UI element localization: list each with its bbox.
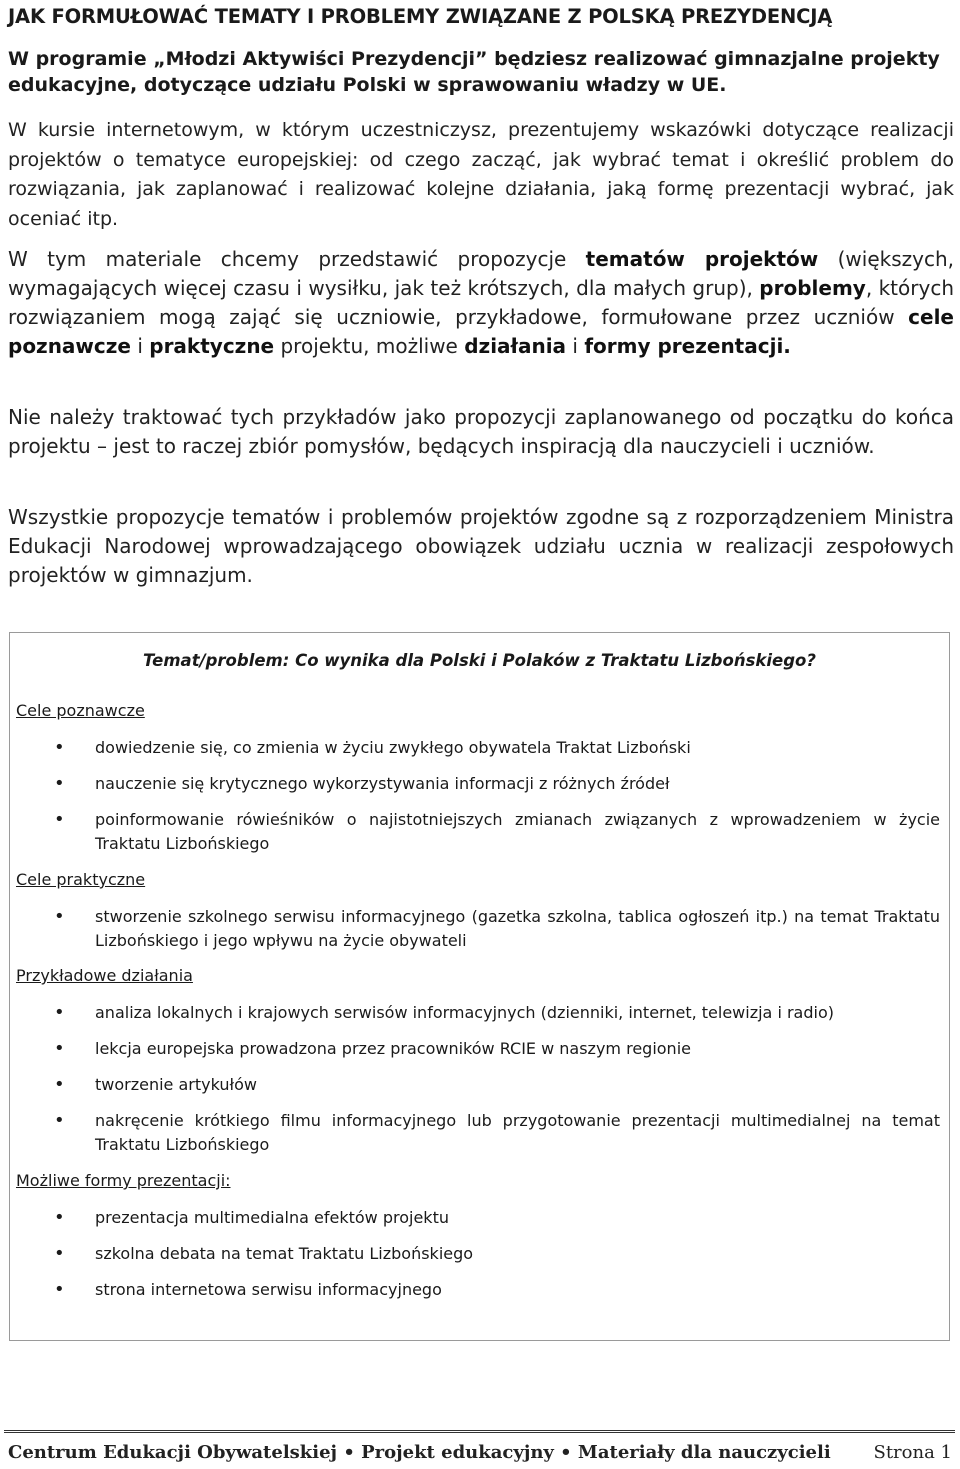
page-title: JAK FORMUŁOWAĆ TEMATY I PROBLEMY ZWIĄZANE Z POLSKĄ PREZYDENCJĄ — [8, 5, 833, 28]
list-item-text: szkolna debata na temat Traktatu Lizbońskiego — [95, 1244, 474, 1263]
intro-text: W programie „Młodzi Aktywiści Prezydencji” będziesz realizować gimnazjalne projekty edukacyjne, dotyczące udziału Polski w sprawowaniu władzy w UE. — [8, 48, 940, 96]
bullet-icon: • — [54, 1110, 65, 1131]
bullet-icon: • — [54, 809, 65, 830]
bold-run: tematów projektów — [585, 247, 819, 271]
bold-run: działania — [464, 334, 567, 358]
topic-box — [9, 632, 950, 1341]
list-item-text: dowiedzenie się, co zmienia w życiu zwykłego obywatela Traktat Lizboński — [95, 738, 691, 757]
list-item — [10, 1001, 940, 1025]
list-item-text: poinformowanie rówieśników o najistotniejszych zmianach związanych z wprowadzeniem w życie Traktatu Lizbońskiego — [95, 810, 940, 853]
bullet-icon: • — [54, 737, 65, 758]
page-number: Strona 1 — [873, 1442, 952, 1463]
list-item — [10, 772, 940, 796]
bold-run: problemy — [759, 276, 866, 300]
text-run: projektu, możliwe — [274, 334, 465, 358]
paragraph-regulation: Wszystkie propozycje tematów i problemów projektów zgodne są z rozporządzeniem Ministra Edukacji Narodowej wprowadzającego obowiązek udziału ucznia w realizacji zespołowych projektów w gimnazjum. — [8, 505, 954, 587]
list-item — [10, 1073, 940, 1097]
bullet-icon: • — [54, 773, 65, 794]
bullet-list-activities — [10, 1001, 940, 1169]
list-item — [10, 808, 940, 856]
footer — [8, 1438, 954, 1468]
section-label-practical: Cele praktyczne — [16, 870, 146, 889]
text-run: W tym materiale chcemy przedstawić propozycje — [8, 247, 586, 271]
list-item — [10, 1278, 940, 1302]
list-item-text: prezentacja multimedialna efektów projektu — [95, 1208, 449, 1227]
section-label-cognitive: Cele poznawcze — [16, 701, 145, 720]
bullet-icon: • — [54, 906, 65, 927]
list-item — [10, 1037, 940, 1061]
list-item — [10, 905, 940, 953]
bullet-list-presentation — [10, 1206, 940, 1314]
text-run: (większych, wymagających więcej czasu i wysiłku, jak też krótszych, dla małych grup), — [8, 247, 954, 300]
list-item-text: strona internetowa serwisu informacyjnego — [95, 1280, 442, 1299]
list-item-text: nauczenie się krytycznego wykorzystywania informacji z różnych źródeł — [95, 774, 670, 793]
text-run: , których rozwiązaniem mogą zająć się uczniowie, przykładowe, formułowane przez uczniów — [8, 276, 954, 329]
section-label-activities: Przykładowe działania — [16, 966, 193, 985]
list-item — [10, 1206, 940, 1230]
bullet-list-cognitive — [10, 736, 940, 868]
bold-run: formy prezentacji. — [584, 334, 791, 358]
bullet-list-practical — [10, 905, 940, 965]
list-item — [10, 736, 940, 760]
footer-divider — [4, 1430, 955, 1433]
text-run: i — [566, 334, 585, 358]
list-item-text: lekcja europejska prowadzona przez pracowników RCIE w naszym regionie — [95, 1039, 691, 1058]
bold-run: cele poznawcze — [8, 305, 954, 358]
list-item-text: nakręcenie krótkiego filmu informacyjnego lub przygotowanie prezentacji multimedialnej na temat Traktatu Lizbońskiego — [95, 1111, 940, 1154]
bullet-icon: • — [54, 1074, 65, 1095]
section-label-presentation: Możliwe formy prezentacji: — [16, 1171, 231, 1190]
list-item-text: stworzenie szkolnego serwisu informacyjnego (gazetka szkolna, tablica ogłoszeń itp.) na temat Traktatu Lizbońskiego i jego wpływu na życie obywateli — [95, 907, 940, 950]
bold-run: praktyczne — [149, 334, 275, 358]
topic-title: Temat/problem: Co wynika dla Polski i Polaków z Traktatu Lizbońskiego? — [143, 651, 816, 670]
list-item-text: analiza lokalnych i krajowych serwisów informacyjnych (dzienniki, internet, telewizja i radio) — [95, 1003, 834, 1022]
list-item — [10, 1242, 940, 1266]
list-item-text: tworzenie artykułów — [95, 1075, 257, 1094]
paragraph-note: Nie należy traktować tych przykładów jako propozycji zaplanowanego od początku do końca projektu – jest to raczej zbiór pomysłów, będących inspiracją dla nauczycieli i uczniów. — [8, 405, 954, 458]
list-item — [10, 1109, 940, 1157]
paragraph-course: W kursie internetowym, w którym uczestniczysz, prezentujemy wskazówki dotyczące realizacji projektów o tematyce europejskiej: od czego zacząć, jak wybrać temat i określić problem do rozwiązania, jak zaplanować i realizować kolejne działania, jaką formę prezentacji wybrać, jak oceniać itp. — [8, 119, 954, 230]
bullet-icon: • — [54, 1002, 65, 1023]
paragraph-material — [8, 245, 954, 361]
bullet-icon: • — [54, 1038, 65, 1059]
bullet-icon: • — [54, 1243, 65, 1264]
footer-text: Centrum Edukacji Obywatelskiej • Projekt edukacyjny • Materiały dla nauczycieli — [8, 1442, 831, 1463]
bullet-icon: • — [54, 1207, 65, 1228]
bullet-icon: • — [54, 1279, 65, 1300]
text-run: i — [130, 334, 150, 358]
